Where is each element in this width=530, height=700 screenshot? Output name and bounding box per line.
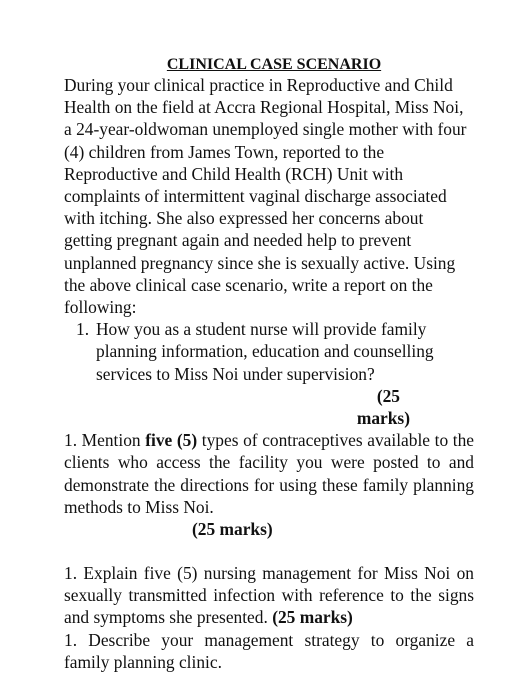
question-1-number: 1. xyxy=(76,319,90,340)
question-1-marks-line2: marks) xyxy=(356,408,410,429)
question-2-number: 1. xyxy=(64,430,78,451)
question-2-marks: (25 marks) xyxy=(192,519,273,540)
question-1 xyxy=(64,318,474,385)
question-2 xyxy=(64,429,474,518)
question-3-number: 1. xyxy=(64,563,78,584)
question-2-text-after: types of contraceptives available to the clients who access the facility you were posted to and demonstrate the directions for using these family planning methods to Miss Noi. xyxy=(64,430,474,517)
question-1-marks-line1: (25 xyxy=(376,385,400,406)
case-scenario-text: During your clinical practice in Reproductive and Child Health on the field at Accra Regional Hospital, Miss Noi, a 24-year-oldwoman unemployed single mother with four (4) children from James Town, reported to the Reproductive and Child Health (RCH) Unit with complaints of intermittent vaginal discharge associated with itching. She also expressed her concerns about getting pregnant again and needed help to prevent unplanned pregnancy since she is sexually active. Using the above clinical case scenario, write a report on the following: xyxy=(64,75,467,318)
document-title: CLINICAL CASE SCENARIO xyxy=(166,56,382,73)
question-4-number: 1. xyxy=(64,629,78,650)
question-3-text: Explain five (5) nursing management for Miss Noi on sexually transmitted infection with reference to the signs and symptoms she presented. xyxy=(64,563,474,628)
question-4 xyxy=(64,629,474,673)
document-page xyxy=(64,56,474,673)
question-2-text-before: Mention xyxy=(81,430,146,451)
spacer xyxy=(64,540,474,562)
question-3 xyxy=(64,562,474,629)
question-2-text-bold: five (5) xyxy=(145,430,198,451)
question-3-marks: (25 marks) xyxy=(272,607,353,628)
question-1-text: How you as a student nurse will provide family planning information, education and counselling services to Miss Noi under supervision? xyxy=(96,319,434,384)
question-4-text: Describe your management strategy to organize a family planning clinic. xyxy=(64,629,474,672)
question-1-marks xyxy=(64,385,474,429)
